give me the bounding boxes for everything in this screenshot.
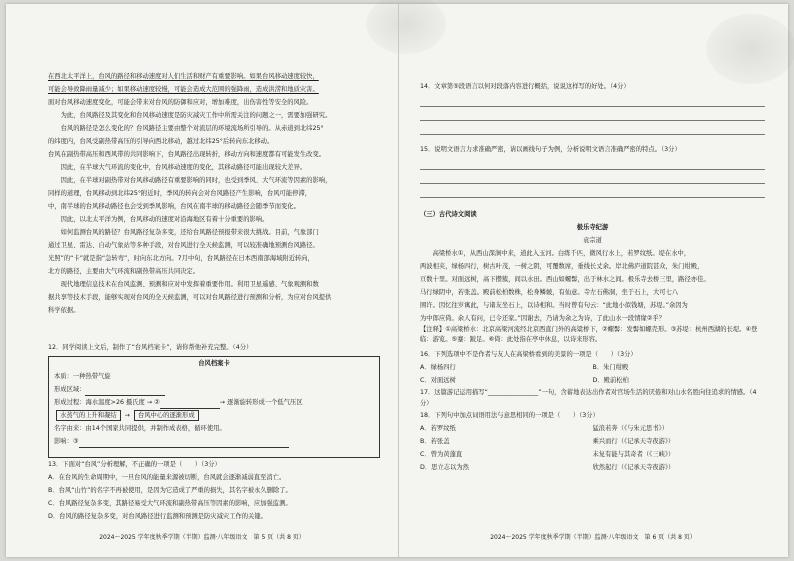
typhoon-archive-card <box>48 356 380 458</box>
answer-line[interactable] <box>420 186 765 198</box>
card-row-nature: 本质：一种热带气旋 <box>54 373 111 380</box>
card-row-name: 名字由来：由14个国家共同提供，并制作成表格，循环使用。 <box>54 425 226 432</box>
notes: 【注释】①高梁桥水：北京高梁河流经北京西直门外的高粱桥下，②螺髻：发髻如螺壳形。③苏堤：杭州西湖的长堤。④登临：游览。⑤蹇：跛足。⑥倚：此处指在亭中休息，以诗来形容。 <box>420 326 758 343</box>
blank-2[interactable] <box>160 400 220 409</box>
passage-line: 因此，在半球大气环流的变化中，台风移动速度的变化，其移动路径可能出现较大差异。 <box>48 164 307 171</box>
passage-line: 面对台风移动速度变化，可能会带来对台风的防御和应对，增加难度，出伤害性等安全的风险。 <box>48 99 313 106</box>
card-row-region: 形成区域： <box>49 383 379 396</box>
classical-line: 高梁桥水①，从西山深涧中来，道此入玉河。白练千匹，微风行水上，若罗纹纸。堤在水中， <box>420 250 691 257</box>
q18-options <box>420 422 765 474</box>
question-17: 17．这篇游记运用描写“________________”一句，含蓄地表达出作者对官场生活的厌倦和对山水名胜向往追求的情感。（4分） <box>420 389 757 407</box>
passage-line: 为此，台风路径及其变化和台风移动速度是防灾减灾工作中所需关注的问题之一，需要加强研究。 <box>48 112 332 119</box>
q16-options-row2: C．对面远树 D．殿前松柏 <box>420 377 629 384</box>
question-12: 12．同学阅读上文后，制作了“台风档案卡”，请你帮他补充完整。（4分） <box>48 344 253 351</box>
footer-page-5: 2024～2025 学年度秋季学期（半期）监测·八年级语文 第 5 页（共 8 页） <box>99 534 305 541</box>
passage-line: 光照”的“卡”就是指“急转弯”，时向东北方向。7月中旬，台风路径在日本西南部海域附近转向， <box>48 255 314 262</box>
passage-line: 可能会导致降雨量减少；如果移动速度较慢，可能会造成大范围的强降雨，造成洪涝和地质灾害。 <box>48 86 319 93</box>
classical-line: 马行绿阴中，若张盖。殿前松柏数株，松身鳞皴，有仙意。寺左石佛洞，坐于石上，大可七八 <box>420 289 679 296</box>
passage-line: 北方的路径，主要由大气环流和副热带高压共同决定。 <box>48 268 200 275</box>
answer-line[interactable] <box>420 158 765 170</box>
question-15: 15．说明文语言力求准确严密，请以画线句子为例，分析说明文语言准确严密的特点。（3分） <box>420 146 681 153</box>
answer-line[interactable] <box>420 123 765 135</box>
passage-line: 在西北太平洋上，台风的路径和移动速度对人们生活和财产有重要影响。如果台风移动速度较快， <box>48 73 319 80</box>
question-13: 13．下面对“台风”分析理解，不正确的一项是（ ）（3分） A．在台风的生命周期中，一旦台风的能量来源被切断，台风就会逐渐减弱直至消亡。 B．台风“山竹”的名字不再被使用，是因为它造成了严重的损失，其名字被永久删除了。 C．台风路径复杂多变，其路径易受大气环流和副热带高压等因素的影响，应加强监测。 D．台风的路径复杂多变，对台风路径进行监测和预测是防灾减灾工作的关键。 <box>48 458 380 523</box>
question-16: 16．下列选项中不是作者与友人在高梁桥看到的美景的一项是（ ）（3分） <box>420 351 637 358</box>
exam-sheet <box>6 4 788 557</box>
classical-line: 亘数十里。对面远树，高下攒簇，间以水田。西山如螺髻，出于林水之间。极乐寺去桥三里，路径亦佳。 <box>420 276 710 283</box>
blank-1[interactable] <box>85 387 165 396</box>
answer-line[interactable] <box>420 95 765 107</box>
q13-option[interactable]: C．台风路径复杂多变，其路径易受大气环流和副热带高压等因素的影响，应加强监测。 <box>48 500 292 507</box>
passage-line: 据共享等技术手段，能够实现对台风的全天候监测，可以对台风路径进行预测和分析，为应对台风提供 <box>48 294 332 301</box>
passage-line: 因此，以北太平洋为例，台风移动的速度对沿海地区有着十分重要的影响。 <box>48 216 269 223</box>
passage-line: 因此，在半球对副热带对台风移动路径有重要影响的同时，也受到季风、大气环流等因素的影响， <box>48 177 332 184</box>
poem-title: 极乐寺纪游 <box>576 224 609 231</box>
answer-line[interactable] <box>420 172 765 184</box>
section-heading: （三）古代诗文阅读 <box>420 211 477 218</box>
passage-line: 现代地理信息技术在台风监测、预测和应对中发挥着重要作用。利用卫星遥感、气象观测和数 <box>48 281 319 288</box>
blank-3[interactable] <box>79 439 289 448</box>
passage-line: 的纬度内，台风受副热带高压的引导向西北移动，越过北纬25°后转向东北移动。 <box>48 138 274 145</box>
q18-option[interactable]: D．思立志以为然 欣然起行（《记承天寺夜游》） <box>420 464 675 471</box>
passage-line: 科学依据。 <box>48 307 80 314</box>
question-18: 18．下列句中加点词语用法与意思相同的一项是（ ）（3分） <box>420 412 599 419</box>
q13-option[interactable]: D．台风的路径复杂多变，对台风路径进行监测和预测是防灾减灾工作的关键。 <box>48 513 267 520</box>
page-6 <box>398 4 788 557</box>
classical-line: 两波相夹，绿杨四行，树古叶茂，一树之阴，可覆数席，垂线长丈余。岸北佛庐道院甚众，朱门绀殿， <box>420 263 704 270</box>
question-14: 14．文章第⑤段语言以何对段落内容进行概括，说说这样写的好处。（4分） <box>420 83 630 90</box>
answer-line[interactable] <box>420 109 765 121</box>
passage-line: 台风在副热带高压和西风带的共同影响下，台风路径出现转折，移动方向和速度都有可能发生改变。 <box>48 151 326 158</box>
classical-text <box>420 247 765 325</box>
q13-option[interactable]: A．在台风的生命周期中，一旦台风的能量来源被切断，台风就会逐渐减弱直至消亡。 <box>48 474 286 481</box>
passage-line: 同样的道理，台风移动到北纬25°附近时，季风的转向会对台风路径产生影响，台风可能停滞， <box>48 190 312 197</box>
card-row-process2: 水蒸气的上升和凝结 → 台风中心的逐渐形成 <box>49 409 379 422</box>
passage-line: 台风的路径是怎么变化的？台风路径主要由整个对流层的环境流场所引导的。从赤道到北纬25° <box>48 125 324 132</box>
passage-line: 通过卫星、雷达、自动气象站等多种手段，对台风进行全天候监测，可以较准确地预测台风路径。 <box>48 242 319 249</box>
q13-option[interactable]: B．台风“山竹”的名字不再被使用，是因为它造成了严重的损失，其名字被永久删除了。 <box>48 487 292 494</box>
passage-text <box>48 70 380 317</box>
card-row-process: 形成过程：海水温度>26 摄氏度 → ② → 逐渐旋转形成一个低气压区 <box>49 396 379 409</box>
passage-line: 中，南半球的台风移动路径也会受到季风影响，台风在南半球的移动路径会随季节而变化。 <box>48 203 300 210</box>
card-row-impact: 影响：③ <box>49 435 379 448</box>
q18-option[interactable]: A．若罗纹纸 猛浪若奔（《与朱元思书》） <box>420 425 669 432</box>
q18-option[interactable]: B．若张盖 乘兴而行（《记承天寺夜游》） <box>420 438 675 445</box>
footer-page-6: 2024～2025 学年度秋季学期（半期）监测·八年级语文 第 6 页（共 8 页） <box>490 534 696 541</box>
q16-options-row1: A．绿杨四行 B．朱门绀殿 <box>420 364 629 371</box>
classical-line: 围许。因忆往岁寓此，与诸友坐石上，以诗相和。当时曾有句云：“此地小似钱塘，苏堤。”余因为 <box>420 302 688 309</box>
passage-line: 如何监测台风的路径？台风路径复杂多变，还给台风路径预报带来很大挑战。目前，气象部门 <box>48 229 319 236</box>
q18-option[interactable]: C．曾为黄蓬直 未复有能与其奇者（《三峡》） <box>420 451 675 458</box>
poem-author: 袁宗道 <box>583 237 602 244</box>
classical-line: 为中郎应倚。余人有问，已令还家。”因谢去，乃请为余之为诗，了此山水一段情缘②乎？ <box>420 315 666 322</box>
page-5 <box>6 4 398 557</box>
card-title: 台风档案卡 <box>198 360 230 367</box>
